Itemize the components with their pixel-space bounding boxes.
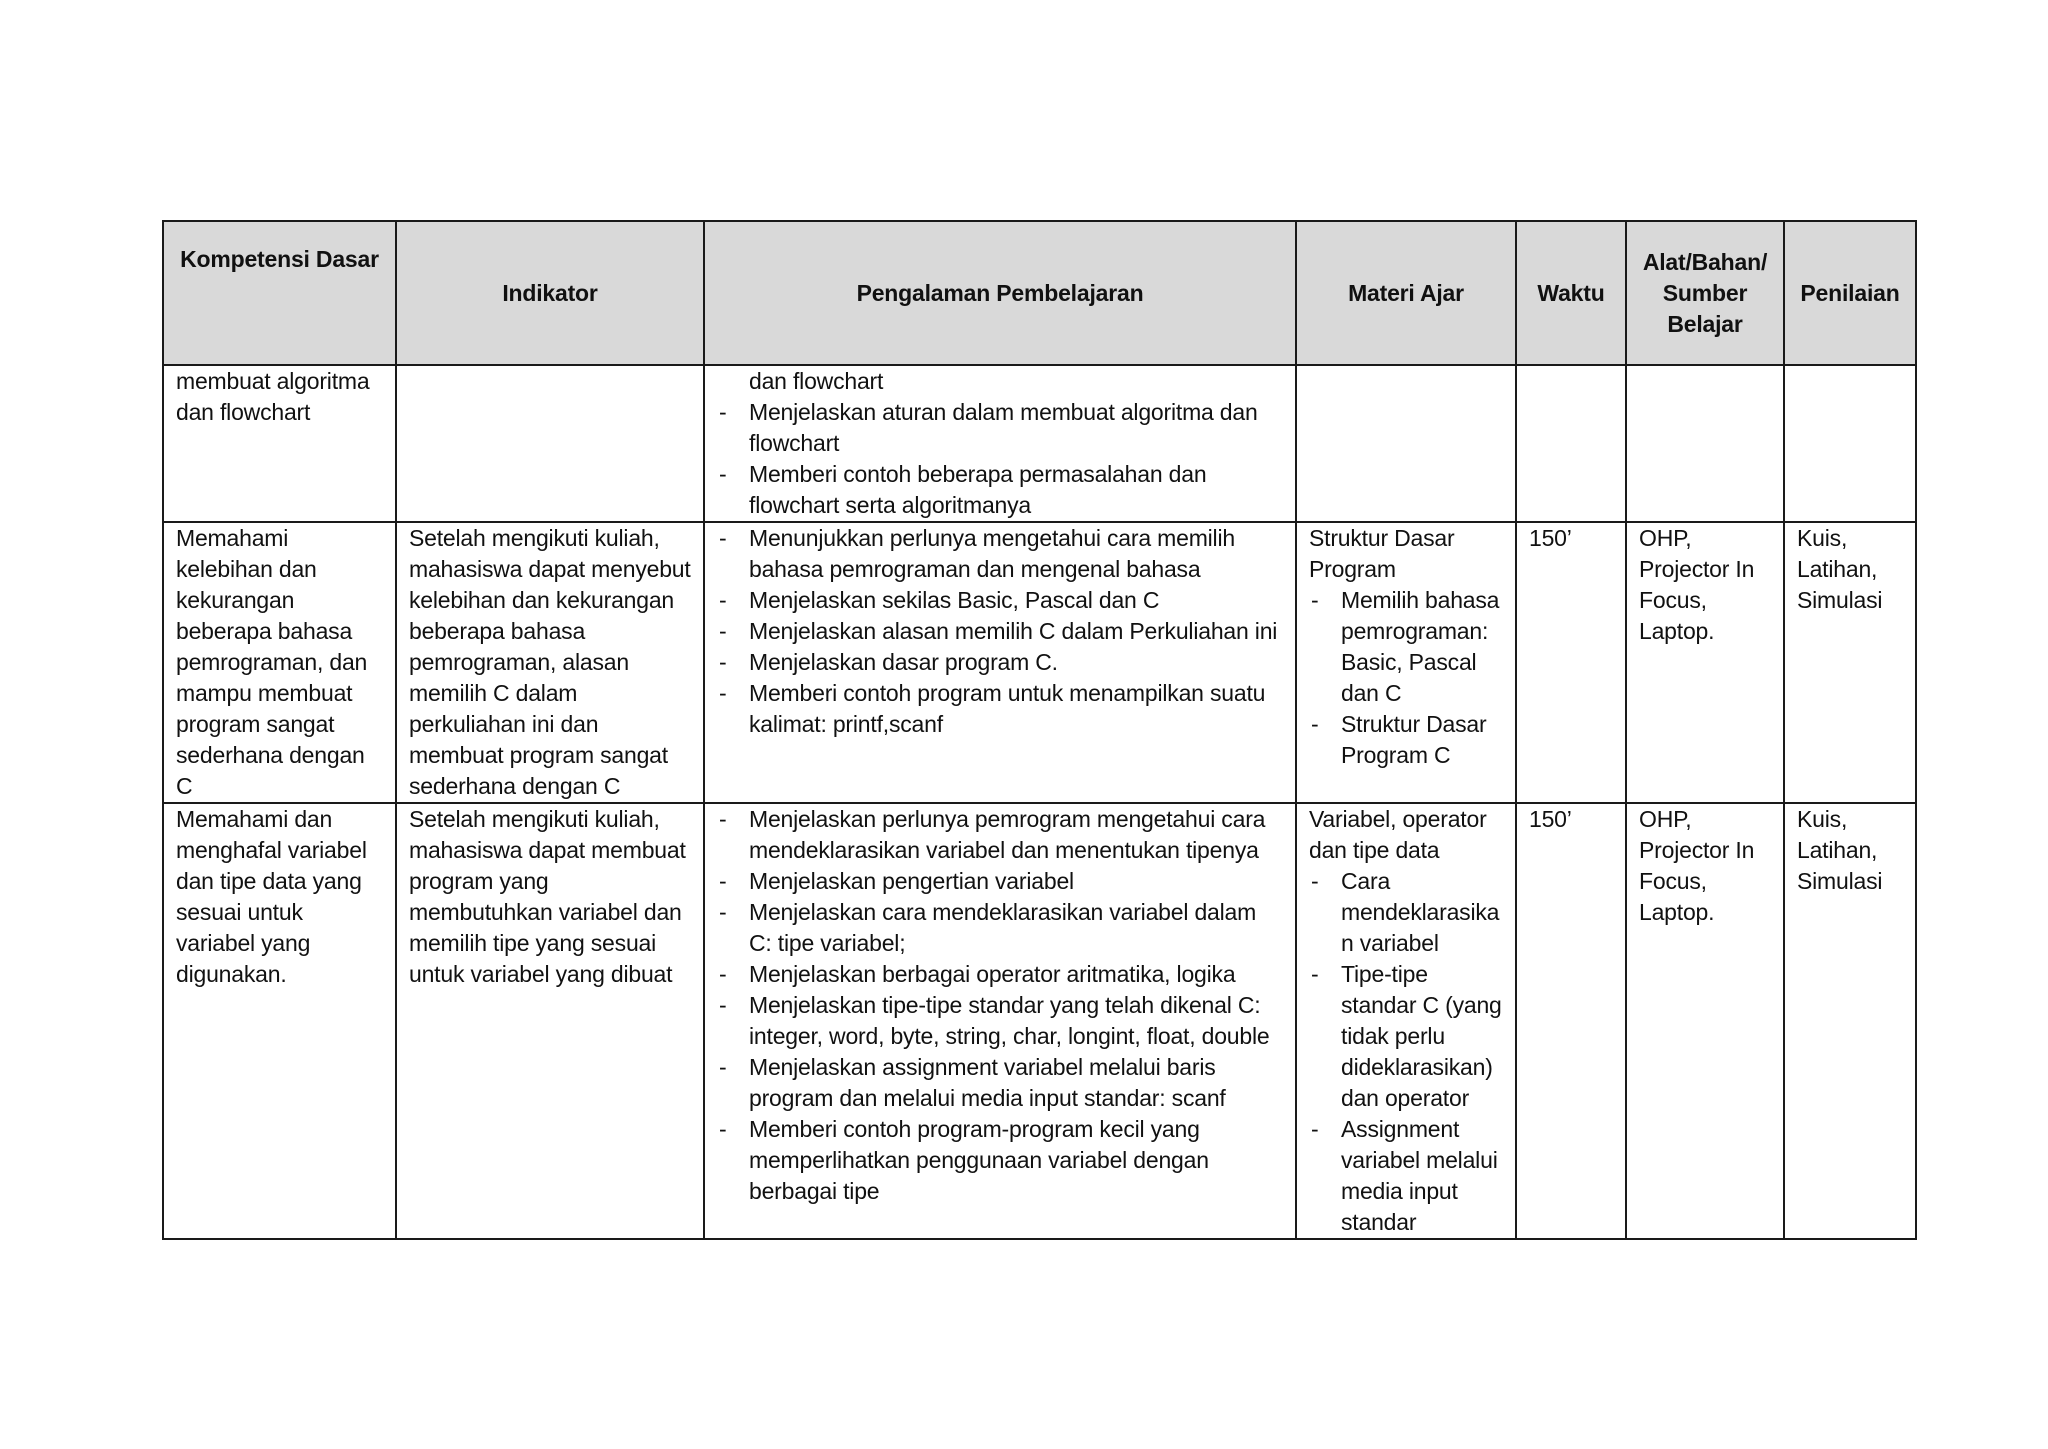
cell-kompetensi [163,365,396,522]
list-item: - Menjelaskan aturan dalam membuat algoritma dan flowchart [717,397,1283,459]
kompetensi-text: Memahami kelebihan dan kekurangan beberapa bahasa pemrograman, dan mampu membuat program sangat sederhana dengan C [176,525,368,799]
cell-materi [1296,522,1516,803]
cell-materi [1296,365,1516,522]
list-item: - Memilih bahasa pemrograman: Basic, Pascal dan C [1309,585,1503,709]
cell-pengalaman [704,522,1296,803]
table-row [163,365,1916,522]
cell-penilaian [1784,803,1916,1239]
header-indikator: Indikator [396,221,704,365]
waktu-text: 150’ [1529,525,1572,551]
materi-lead-text: Struktur Dasar Program [1309,525,1455,582]
silabus-table [162,220,1917,1240]
pengalaman-list [717,804,1283,1207]
table-row [163,803,1916,1239]
list-item: - Menjelaskan sekilas Basic, Pascal dan C [717,585,1283,616]
cell-waktu [1516,522,1626,803]
penilaian-text: Kuis, Latihan, Simulasi [1797,806,1883,894]
pengalaman-list [717,523,1283,740]
header-pengalaman-pembelajaran: Pengalaman Pembelajaran [704,221,1296,365]
table-row [163,522,1916,803]
materi-lead-text: Variabel, operator dan tipe data [1309,806,1487,863]
cell-waktu [1516,803,1626,1239]
list-item: - Menjelaskan pengertian variabel [717,866,1283,897]
list-item: - Menjelaskan berbagai operator aritmatika, logika [717,959,1283,990]
pengalaman-lead-text: dan flowchart [749,368,884,394]
list-item: - Cara mendeklarasika n variabel [1309,866,1503,959]
cell-alat [1626,365,1784,522]
cell-pengalaman [704,803,1296,1239]
list-item: - Menjelaskan perlunya pemrogram mengetahui cara mendeklarasikan variabel dan menentukan tipenya [717,804,1283,866]
cell-alat [1626,803,1784,1239]
list-item: - Menjelaskan dasar program C. [717,647,1283,678]
cell-materi [1296,803,1516,1239]
list-item: - Menjelaskan alasan memilih C dalam Perkuliahan ini [717,616,1283,647]
materi-list [1309,585,1503,771]
list-item: - Struktur Dasar Program C [1309,709,1503,771]
cell-indikator [396,365,704,522]
cell-waktu [1516,365,1626,522]
indikator-text: Setelah mengikuti kuliah, mahasiswa dapat membuat program yang membutuhkan variabel dan memilih tipe yang sesuai untuk variabel yang dibuat [409,806,686,987]
list-item: - Menjelaskan cara mendeklarasikan variabel dalam C: tipe variabel; [717,897,1283,959]
alat-text: OHP, Projector In Focus, Laptop. [1639,525,1755,644]
list-item: - Menjelaskan tipe-tipe standar yang telah dikenal C: integer, word, byte, string, char, longint, float, double [717,990,1283,1052]
cell-alat [1626,522,1784,803]
kompetensi-text: Memahami dan menghafal variabel dan tipe data yang sesuai untuk variabel yang digunakan. [176,806,367,987]
pengalaman-list [717,397,1283,521]
cell-penilaian [1784,365,1916,522]
header-kompetensi-dasar: Kompetensi Dasar [163,221,396,365]
list-item: - Menjelaskan assignment variabel melalui baris program dan melalui media input standar: scanf [717,1052,1283,1114]
header-materi-ajar: Materi Ajar [1296,221,1516,365]
penilaian-text: Kuis, Latihan, Simulasi [1797,525,1883,613]
header-alat-bahan-sumber: Alat/Bahan/ Sumber Belajar [1626,221,1784,365]
cell-penilaian [1784,522,1916,803]
list-item: - Memberi contoh program untuk menampilkan suatu kalimat: printf,scanf [717,678,1283,740]
table-body [163,365,1916,1239]
table-header [163,221,1916,365]
cell-indikator [396,803,704,1239]
header-waktu: Waktu [1516,221,1626,365]
cell-pengalaman [704,365,1296,522]
indikator-text: Setelah mengikuti kuliah, mahasiswa dapat menyebut kelebihan dan kekurangan beberapa bahasa pemrograman, alasan memilih C dalam perkuliahan ini dan membuat program sangat sederhana dengan C [409,525,691,799]
kompetensi-text: membuat algoritma dan flowchart [176,368,370,425]
header-row [163,221,1916,365]
list-item: - Memberi contoh program-program kecil yang memperlihatkan penggunaan variabel dengan berbagai tipe [717,1114,1283,1207]
list-item: - Tipe-tipe standar C (yang tidak perlu dideklarasikan) dan operator [1309,959,1503,1114]
cell-indikator [396,522,704,803]
cell-kompetensi [163,522,396,803]
waktu-text: 150’ [1529,806,1572,832]
alat-text: OHP, Projector In Focus, Laptop. [1639,806,1755,925]
list-item: - Memberi contoh beberapa permasalahan dan flowchart serta algoritmanya [717,459,1283,521]
list-item: - Menunjukkan perlunya mengetahui cara memilih bahasa pemrograman dan mengenal bahasa [717,523,1283,585]
header-penilaian: Penilaian [1784,221,1916,365]
cell-kompetensi [163,803,396,1239]
list-item: - Assignment variabel melalui media input standar [1309,1114,1503,1238]
materi-list [1309,866,1503,1238]
